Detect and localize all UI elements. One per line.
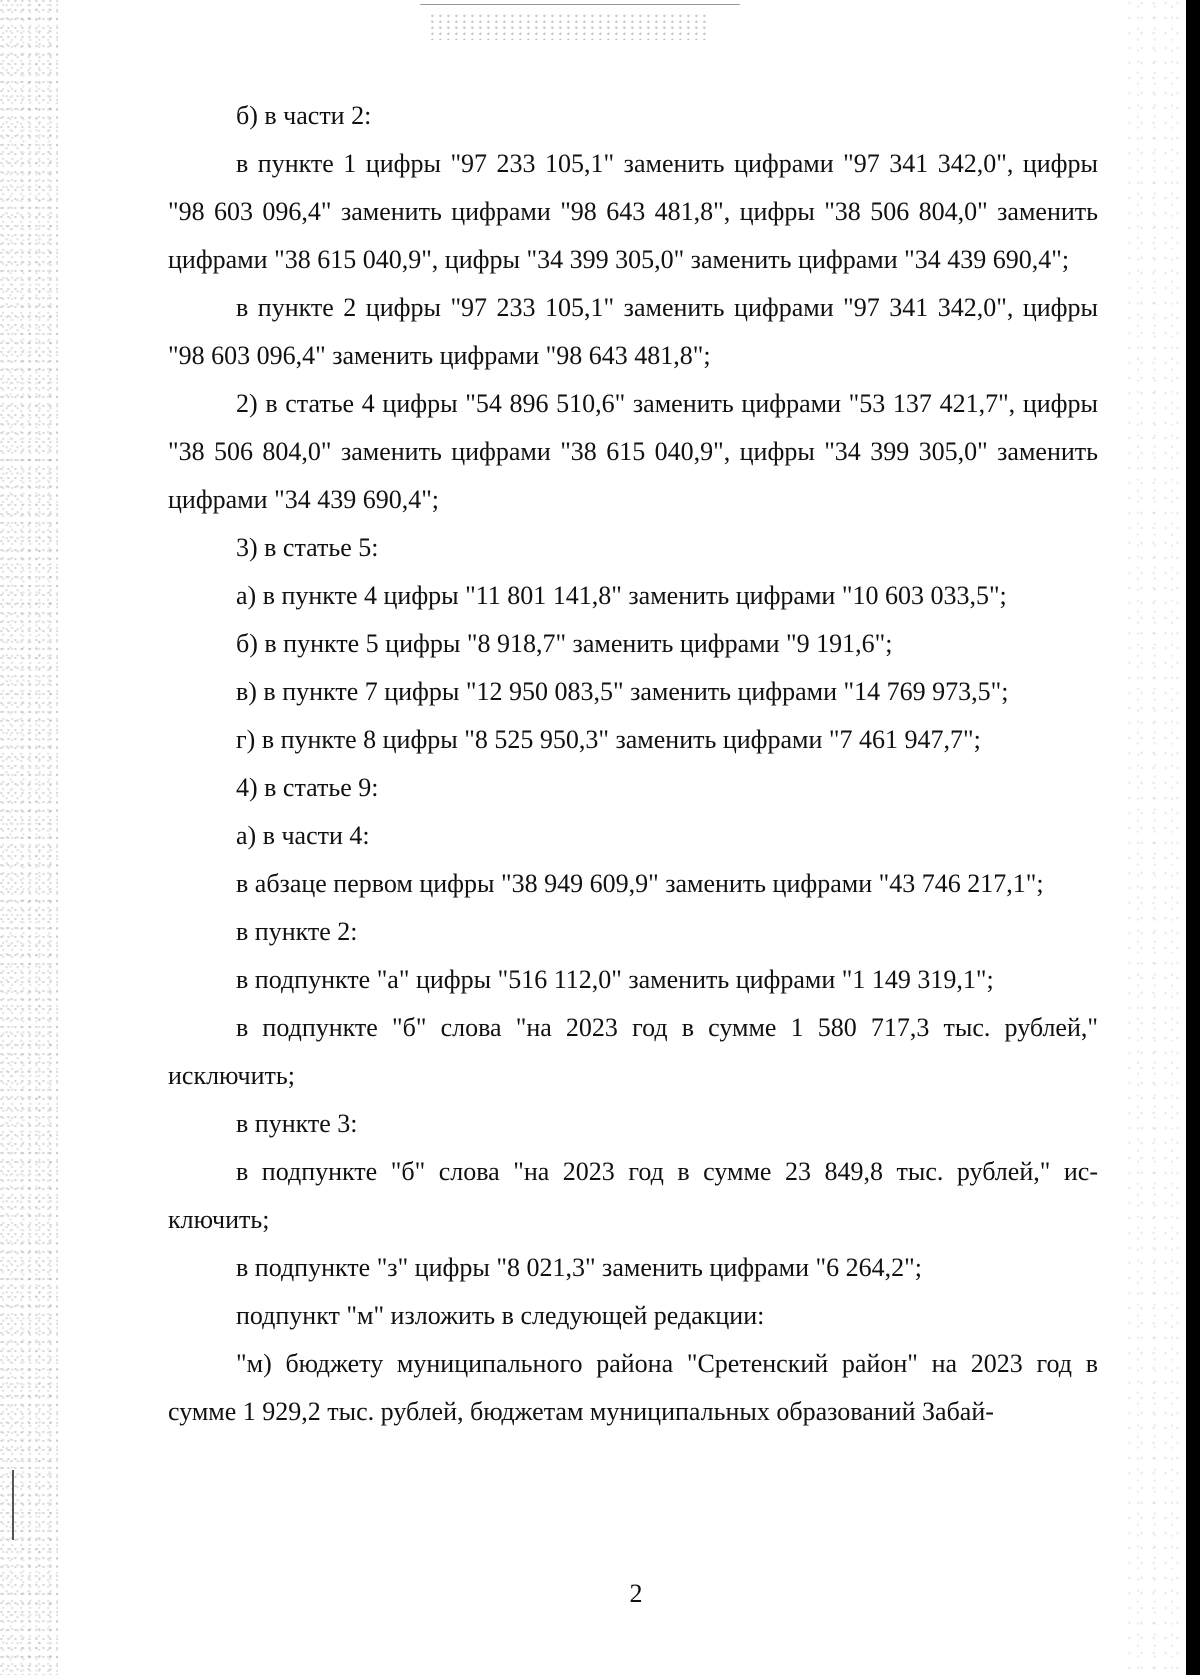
paragraph: г) в пункте 8 цифры "8 525 950,3" заменить цифрами "7 461 947,7"; [236,725,981,754]
paragraph: б) в части 2: [236,101,372,130]
paragraph: в подпункте "б" слова "на 2023 год в сумме 1 580 717,3 тыс. рублей," исключить; [168,1013,1098,1090]
paragraph: в подпункте "б" слова "на 2023 год в сумме 23 849,8 тыс. рублей," исключить; [168,1157,1098,1234]
paragraph: а) в пункте 4 цифры "11 801 141,8" заменить цифрами "10 603 033,5"; [236,581,1007,610]
paragraph: в подпункте "з" цифры "8 021,3" заменить цифрами "6 264,2"; [236,1253,922,1282]
paragraph: б) в пункте 5 цифры "8 918,7" заменить цифрами "9 191,6"; [236,629,893,658]
paragraph: в абзаце первом цифры "38 949 609,9" заменить цифрами "43 746 217,1"; [236,869,1044,898]
scan-noise-right [1126,0,1186,1675]
paragraph: в пункте 3: [236,1109,358,1138]
scan-noise-top [430,14,710,40]
paragraph: 3) в статье 5: [236,533,379,562]
scan-noise-left [0,0,58,1675]
paragraph: 2) в статье 4 цифры "54 896 510,6" заменить цифрами "53 137 421,7", цифры "38 506 804,0" заменить цифрами "38 615 040,9", цифры "34 399 305,0" заменить цифрами "34 439 690,4"; [168,389,1098,514]
paragraph: в пункте 2: [236,917,358,946]
paragraph: в пункте 1 цифры "97 233 105,1" заменить цифрами "97 341 342,0", цифры "98 603 096,4" заменить цифрами "98 643 481,8", цифры "38 506 804,0" заменить цифрами "38 615 040,9", цифры "34 399 305,0" заменить цифрами "34 439 690,4"; [168,149,1098,274]
document-body [168,92,1098,1436]
paragraph: 4) в статье 9: [236,773,379,802]
paragraph: в пункте 2 цифры "97 233 105,1" заменить цифрами "97 341 342,0", цифры "98 603 096,4" заменить цифрами "98 643 481,8"; [168,293,1098,370]
paragraph: в подпункте "а" цифры "516 112,0" заменить цифрами "1 149 319,1"; [236,965,994,994]
page-number: 2 [629,1579,643,1608]
scan-mark-left [12,1470,14,1540]
scan-mark-top [420,4,740,5]
paragraph: в) в пункте 7 цифры "12 950 083,5" заменить цифрами "14 769 973,5"; [236,677,1009,706]
paragraph: подпункт "м" изложить в следующей редакции: [236,1301,765,1330]
scan-border-right [1186,0,1200,1675]
paragraph: "м) бюджету муниципального района "Сретенский район" на 2023 год в сумме 1 929,2 тыс. рублей, бюджетам муниципальных образований Забай- [168,1349,1098,1426]
paragraph: а) в части 4: [236,821,370,850]
